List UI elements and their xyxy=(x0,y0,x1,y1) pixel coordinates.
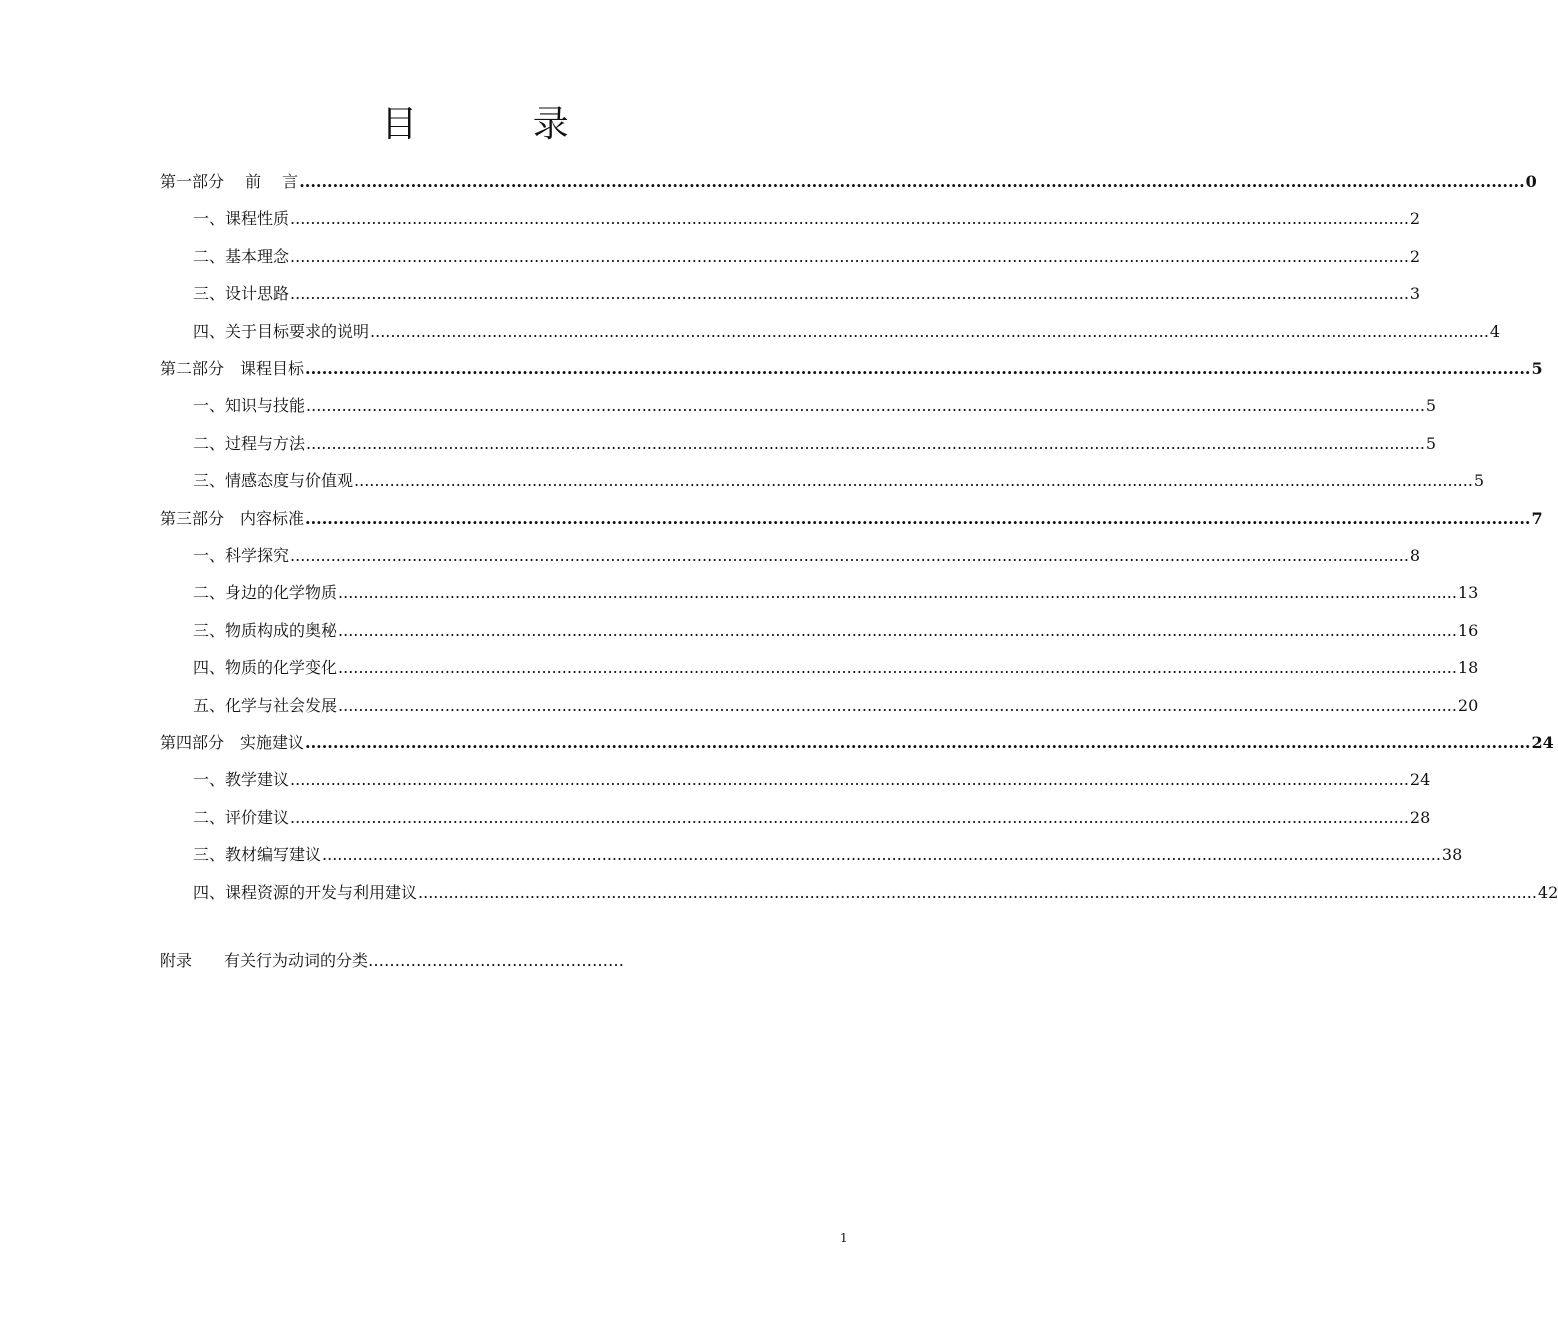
toc-entry-label: 第四部分 实施建议 xyxy=(160,733,305,752)
toc-entry-label: 五、化学与社会发展 xyxy=(193,696,338,715)
toc-entry-page: 13 xyxy=(1457,583,1479,602)
toc-section-entry[interactable] xyxy=(193,807,1431,829)
toc-section-entry[interactable] xyxy=(193,208,1421,230)
toc-entry-label: 三、设计思路 xyxy=(193,284,290,303)
toc-part-entry[interactable] xyxy=(160,732,1554,754)
toc-leader-dots: ............................................................................................................................................................................................................................ xyxy=(418,883,1537,902)
toc-leader-dots: ............................................................................................................................................................................................................................ xyxy=(290,284,1409,303)
toc-entry-label: 四、课程资源的开发与利用建议 xyxy=(193,883,418,902)
toc-section-entry[interactable] xyxy=(193,395,1437,417)
toc-appendix-entry[interactable] xyxy=(160,950,624,972)
toc-entry-label: 二、过程与方法 xyxy=(193,434,306,453)
toc-entry-label: 三、物质构成的奥秘 xyxy=(193,621,338,640)
toc-leader-dots: ............................................................................................................................................................................................................................ xyxy=(305,359,1531,378)
toc-entry-page: 2 xyxy=(1409,247,1421,266)
toc-entry-page: 8 xyxy=(1409,546,1421,565)
toc-section-entry[interactable] xyxy=(193,246,1421,268)
toc-entry-label: 一、知识与技能 xyxy=(193,396,306,415)
toc-leader-dots: ............................................................................................................................................................................................................................ xyxy=(305,509,1531,528)
toc-entry-page: 42 xyxy=(1537,883,1558,902)
toc-section-entry[interactable] xyxy=(193,545,1421,567)
toc-section-entry[interactable] xyxy=(193,470,1485,492)
toc-entry-label: 二、身边的化学物质 xyxy=(193,583,338,602)
toc-section-entry[interactable] xyxy=(193,844,1463,866)
toc-entry-page: 5 xyxy=(1531,359,1543,378)
toc-entry-page: 3 xyxy=(1409,284,1421,303)
appendix-label: 附录 有关行为动词的分类 xyxy=(160,951,369,970)
toc-section-entry[interactable] xyxy=(193,769,1431,791)
toc-leader-dots: ............................................................................................................................................................................................................................ xyxy=(370,322,1489,341)
toc-part-entry[interactable] xyxy=(160,171,1537,193)
toc-entry-page: 20 xyxy=(1457,696,1479,715)
toc-leader-dots: ............................................................................................................................................................................................................................ xyxy=(338,696,1457,715)
toc-entry-page: 2 xyxy=(1409,209,1421,228)
toc-entry-label: 三、教材编写建议 xyxy=(193,845,322,864)
toc-entry-page: 7 xyxy=(1531,509,1543,528)
toc-section-entry[interactable] xyxy=(193,433,1437,455)
toc-leader-dots: ............................................................................................................................................................................................................................ xyxy=(338,621,1457,640)
toc-leader-dots: ............................................................................................................................................................................................................................ xyxy=(290,247,1409,266)
toc-entry-label: 一、教学建议 xyxy=(193,770,290,789)
toc-part-entry[interactable] xyxy=(160,508,1543,530)
toc-section-entry[interactable] xyxy=(193,657,1479,679)
toc-leader-dots: ............................................................................................................................................................................................................................ xyxy=(290,546,1409,565)
toc-entry-label: 四、物质的化学变化 xyxy=(193,658,338,677)
toc-entry-label: 一、课程性质 xyxy=(193,209,290,228)
toc-entry-label: 三、情感态度与价值观 xyxy=(193,471,354,490)
toc-entry-page: 24 xyxy=(1531,733,1554,752)
page-number: 1 xyxy=(840,1231,848,1245)
toc-entry-page: 5 xyxy=(1425,396,1437,415)
toc-leader-dots: ............................................................................................................................................................................................................................ xyxy=(290,808,1409,827)
toc-entry-page: 4 xyxy=(1489,322,1501,341)
toc-entry-page: 5 xyxy=(1425,434,1437,453)
toc-leader-dots: ............................................................................................................................................................................................................................ xyxy=(354,471,1473,490)
page-title: 目 录 xyxy=(381,104,621,145)
appendix-leader-dots: ………………………………………… xyxy=(368,951,625,970)
toc-entry-label: 第三部分 内容标准 xyxy=(160,509,305,528)
toc-section-entry[interactable] xyxy=(193,882,1558,904)
toc-entry-page: 18 xyxy=(1457,658,1479,677)
toc-section-entry[interactable] xyxy=(193,283,1421,305)
toc-entry-page: 0 xyxy=(1525,172,1537,191)
toc-entry-label: 一、科学探究 xyxy=(193,546,290,565)
toc-part-entry[interactable] xyxy=(160,358,1543,380)
toc-section-entry[interactable] xyxy=(193,620,1479,642)
toc-entry-page: 16 xyxy=(1457,621,1479,640)
toc-entry-label: 二、基本理念 xyxy=(193,247,290,266)
toc-entry-label: 四、关于目标要求的说明 xyxy=(193,322,370,341)
toc-entry-label: 第一部分 前 言 xyxy=(160,172,299,191)
toc-entry-page: 38 xyxy=(1441,845,1463,864)
toc-leader-dots: ............................................................................................................................................................................................................................ xyxy=(290,209,1409,228)
toc-leader-dots: ............................................................................................................................................................................................................................ xyxy=(299,172,1525,191)
toc-entry-page: 5 xyxy=(1473,471,1485,490)
toc-leader-dots: ............................................................................................................................................................................................................................ xyxy=(290,770,1409,789)
toc-entry-page: 24 xyxy=(1409,770,1431,789)
toc-leader-dots: ............................................................................................................................................................................................................................ xyxy=(306,396,1425,415)
toc-section-entry[interactable] xyxy=(193,321,1501,343)
toc-section-entry[interactable] xyxy=(193,582,1479,604)
toc-entry-label: 第二部分 课程目标 xyxy=(160,359,305,378)
toc-leader-dots: ............................................................................................................................................................................................................................ xyxy=(338,583,1457,602)
toc-entry-label: 二、评价建议 xyxy=(193,808,290,827)
toc-section-entry[interactable] xyxy=(193,695,1479,717)
toc-leader-dots: ............................................................................................................................................................................................................................ xyxy=(338,658,1457,677)
toc-entry-page: 28 xyxy=(1409,808,1431,827)
toc-leader-dots: ............................................................................................................................................................................................................................ xyxy=(306,434,1425,453)
toc-leader-dots: ............................................................................................................................................................................................................................ xyxy=(305,733,1531,752)
toc-leader-dots: ............................................................................................................................................................................................................................ xyxy=(322,845,1441,864)
